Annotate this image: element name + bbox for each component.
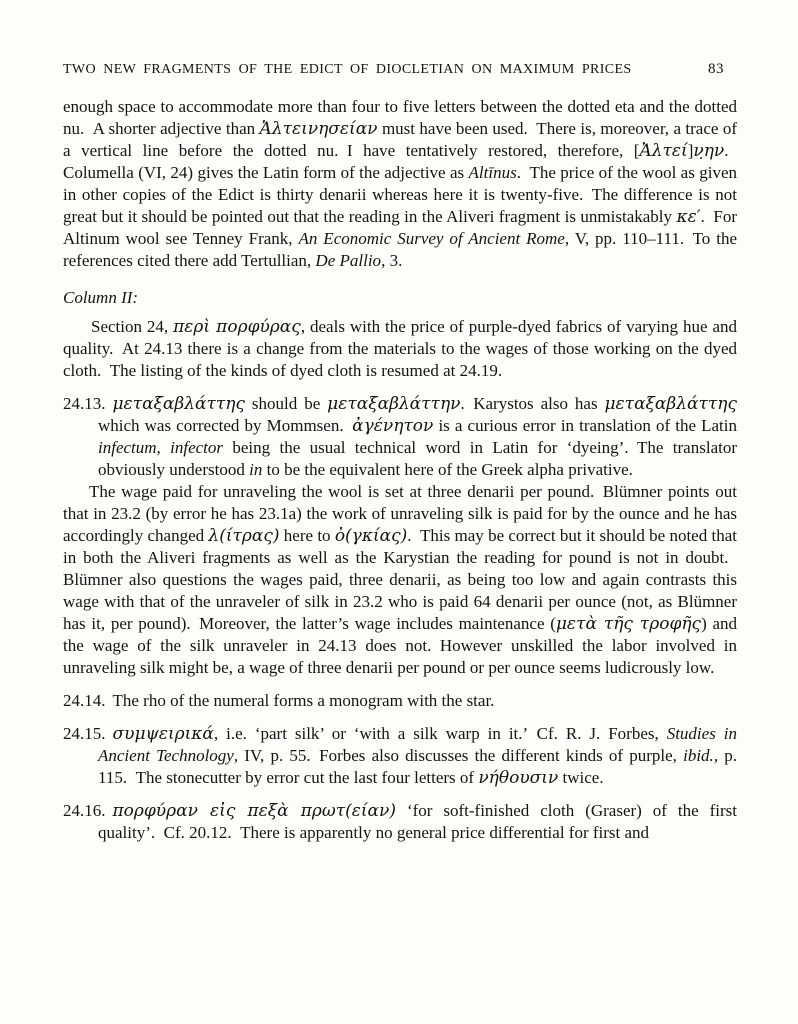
- text-segment: being the usual technical word in Latin for ‘dyeing’. The translator obviously understood: [98, 438, 737, 479]
- text-segment: enough space to accommodate more than four to five letters between the dotted eta and the dotted nu. A shorter adjective than: [63, 97, 737, 138]
- text-segment: . Karystos also has: [460, 394, 605, 413]
- greek-text: μεταξαβλάττης: [604, 394, 737, 414]
- greek-text: μεταξαβλάττης: [112, 394, 245, 414]
- text-segment: ibid.: [683, 746, 714, 765]
- text-segment: , i.e. ‘part silk’ or ‘with a silk warp in it.’ Cf. R. J. Forbes,: [213, 724, 667, 743]
- running-header: [63, 60, 737, 79]
- entry-number: 24.14.: [63, 691, 106, 710]
- text-segment: , 3.: [381, 251, 403, 270]
- entry-24-16: [63, 800, 737, 844]
- entry-number: 24.13.: [63, 394, 106, 413]
- paragraph: [63, 481, 737, 679]
- text-segment: . This may be correct but it should be noted that in both the Aliveri fragments as well as the Karystian the reading for pound is not in doubt. Blümner also questions the wages paid, three denarii, as being too low and again contrasts this wage with that of the unraveler of silk in 23.2 who is paid 64 denarii per ounce (not, as Blümner has it, per pound). Moreover, the latter’s wage includes maintenance (: [63, 526, 737, 633]
- text-segment: , deals with the price of purple-dyed fabrics of varying hue and quality. At 24.13 there is a change from the materials to the wages of those working on the dyed cloth. The listing of the kinds of dyed cloth is resumed at 24.19.: [63, 317, 737, 380]
- entry-24-15: [63, 723, 737, 789]
- greek-text: νήθουσιν: [478, 768, 559, 788]
- text-segment: infector: [170, 438, 224, 457]
- text-segment: ,: [156, 438, 171, 457]
- text-segment: , p. 115. The stonecutter by error cut the last four letters of: [98, 746, 737, 787]
- text-segment: twice.: [558, 768, 604, 787]
- text-segment: . For Altinum wool see Tenney Frank,: [63, 207, 737, 248]
- entry-24-13: [63, 393, 737, 481]
- running-header-title: TWO NEW FRAGMENTS OF THE EDICT OF DIOCLETIAN ON MAXIMUM PRICES: [63, 62, 632, 77]
- text-block: [63, 60, 737, 844]
- greek-text: περὶ πορφύρας: [173, 317, 301, 337]
- greek-text: συμψειρικά: [112, 724, 214, 744]
- document-content: [63, 96, 737, 844]
- text-segment: is a curious error in translation of the Latin: [433, 416, 738, 435]
- text-segment: , IV, p. 55. Forbes also discusses the different kinds of purple,: [233, 746, 684, 765]
- section-heading: [63, 287, 737, 309]
- text-segment: to be the equivalent here of the Greek alpha privative.: [262, 460, 633, 479]
- text-segment: which was corrected by Mommsen.: [98, 416, 353, 435]
- paragraph: [63, 96, 737, 272]
- text-segment: in: [249, 460, 263, 479]
- text-segment: The rho of the numeral forms a monogram with the star.: [112, 691, 495, 710]
- page-number: 83: [708, 61, 724, 77]
- text-segment: infectum: [98, 438, 157, 457]
- text-segment: An Economic Survey of Ancient Rome: [298, 229, 565, 248]
- text-segment: Altīnus: [468, 163, 517, 182]
- greek-text: μεταξαβλάττην: [327, 394, 461, 414]
- text-segment: Studies in Ancient Technology: [98, 724, 737, 765]
- entry-24-14: [63, 690, 737, 712]
- greek-text: μετὰ τῆς τροφῆς: [555, 614, 702, 634]
- greek-text: ὀ(γκίας): [334, 526, 408, 546]
- text-segment: here to: [279, 526, 335, 545]
- paragraph: [63, 316, 737, 382]
- text-segment: The wage paid for unraveling the wool is set at three denarii per pound. Blümner points out that in 23.2 (by error he has 23.1a) the work of unraveling silk is paid for by the ounce and he has accordingly changed: [63, 482, 737, 545]
- greek-text: κε′: [676, 207, 701, 227]
- greek-text: πορφύραν εἰς πεξὰ πρωτ(είαν): [112, 801, 396, 821]
- greek-text: ἀγένητον: [352, 416, 434, 436]
- entry-number: 24.15.: [63, 724, 106, 743]
- text-segment: must have been used. There is, moreover, a trace of a vertical line before the dotted nu. I have tentatively restored, therefore, [: [63, 119, 737, 160]
- text-segment: . Columella (VI, 24) gives the Latin form of the adjective as: [63, 141, 737, 182]
- greek-text: ν̣ην: [693, 141, 725, 161]
- text-segment: , V, pp. 110–111. To the references cited there add Tertullian,: [63, 229, 737, 270]
- entry-number: 24.16.: [63, 801, 106, 820]
- greek-text: λ(ίτρας): [208, 526, 280, 546]
- text-segment: should be: [245, 394, 328, 413]
- greek-text: Ἀλτεινησείαν: [259, 119, 378, 139]
- text-segment: ]: [687, 141, 694, 160]
- text-segment: De Pallio: [315, 251, 382, 270]
- text-segment: ) and the wage of the silk unraveler in 24.13 does not. However unskilled the labor involved in unraveling silk might be, a wage of three denarii per pound or per ounce seems ludicrously low.: [63, 614, 737, 677]
- text-segment: . The price of the wool as given in other copies of the Edict is thirty denarii whereas here it is twenty-five. The difference is not great but it should be pointed out that the reading in the Aliveri fragment is unmistakably: [63, 163, 737, 226]
- text-segment: Column II:: [63, 288, 139, 307]
- text-segment: Section 24,: [91, 317, 174, 336]
- greek-text: Ἀλτεί: [639, 141, 688, 161]
- text-segment: ‘for soft-finished cloth (Graser) of the first quality’. Cf. 20.12. There is apparently no general price differential for first and: [98, 801, 737, 842]
